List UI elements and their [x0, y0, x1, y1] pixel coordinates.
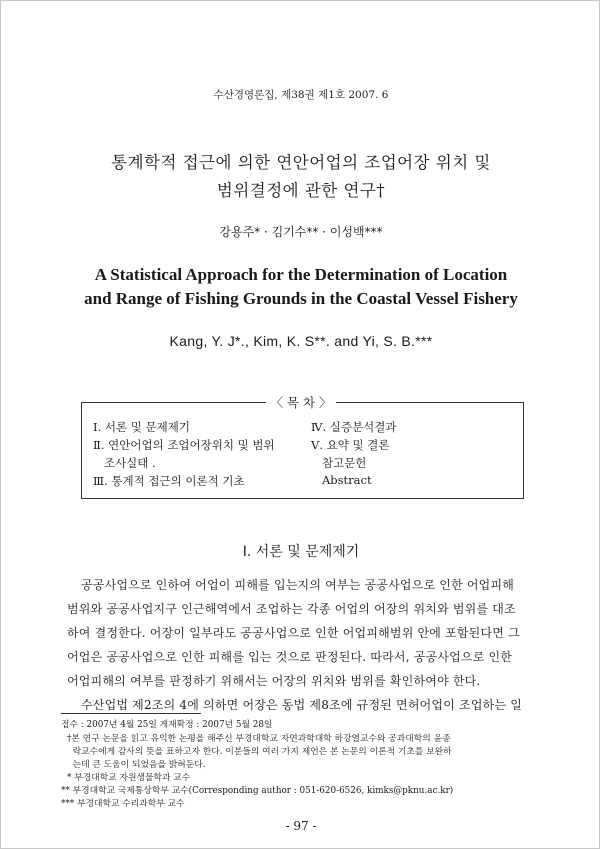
- english-title-line-2: and Range of Fishing Grounds in the Coastal Vessel Fishery: [84, 289, 518, 308]
- toc-title: [1, 393, 600, 411]
- section-heading: Ⅰ. 서론 및 문제제기: [242, 544, 360, 560]
- body-line: 어업은 공공사업으로 인한 피해를 입는 것으로 판정된다. 따라서, 공공사업으로 인한: [67, 650, 513, 664]
- footnote: *** 부경대학교 수리과학부 교수: [61, 799, 185, 809]
- korean-authors: 강용주* · 김기수** · 이성백***: [219, 225, 383, 239]
- toc-item: Ⅰ. 서론 및 문제제기: [93, 420, 190, 434]
- body-line: 공공사업으로 인하여 어업이 피해를 입는지의 여부는 공공사업으로 인한 어업피해: [81, 578, 515, 592]
- korean-title-line-2: 범위결정에 관한 연구†: [216, 181, 386, 200]
- footnote: ** 부경대학교 국제통상학부 교수(Corresponding author : 051-620-6526, kimks@pknu.ac.kr): [61, 786, 454, 796]
- toc-title-text: 〈 목 차 〉: [266, 395, 335, 410]
- toc-item: Ⅲ. 통계적 접근의 이론적 기초: [93, 474, 245, 488]
- toc-item: 조사실태 .: [93, 456, 156, 470]
- page-number: - 97 -: [285, 819, 317, 833]
- body-line: 범위와 공공사업지구 인근해역에서 조업하는 각종 어업의 어장의 위치와 범위를 대조: [67, 602, 516, 616]
- toc-item: Ⅱ. 연안어업의 조업어장위치 및 범위: [93, 438, 275, 452]
- korean-title-line-1: 통계학적 접근에 의한 연안어업의 조업어장 위치 및: [111, 153, 491, 172]
- footnote-divider: [61, 713, 201, 714]
- toc-item: Ⅴ. 요약 및 결론: [311, 438, 390, 452]
- english-authors: Kang, Y. J*., Kim, K. S**. and Yi, S. B.***: [169, 333, 433, 349]
- footnote: 는데 큰 도움이 되었음을 밝혀둔다.: [67, 760, 206, 770]
- toc-item: Abstract: [311, 473, 372, 487]
- journal-header: 수산경영론집, 제38권 제1호 2007. 6: [213, 89, 389, 101]
- body-line: 하여 결정한다. 어장이 일부라도 공공사업으로 인한 어업피해범위 안에 포함된다면 그: [67, 626, 520, 640]
- english-title-line-1: A Statistical Approach for the Determination of Location: [94, 265, 508, 284]
- toc-item: Ⅳ. 실증분석결과: [311, 420, 397, 434]
- footnote: †본 연구 논문을 읽고 유익한 논평을 해주신 부경대학교 자연과학대학 하강열교수와 공과대학의 윤종: [67, 734, 451, 744]
- toc-item: 참고문헌: [311, 456, 367, 470]
- footnote: 락교수에게 감사의 뜻을 표하고자 한다. 이분들의 여러 가지 제언은 본 논문의 이론적 기초를 보완하: [67, 747, 452, 757]
- body-line: 수산업법 제2조의 4에 의하면 어장은 동법 제8조에 규정된 면허어업이 조업하는 일: [81, 698, 522, 712]
- footnote: 접수 : 2007년 4월 25일 게재확정 : 2007년 5월 28일: [61, 720, 273, 730]
- body-line: 어업피해의 여부를 판정하기 위해서는 어장의 위치와 범위를 확인하여야 한다.: [67, 674, 481, 688]
- footnote: * 부경대학교 자원생물학과 교수: [67, 773, 191, 783]
